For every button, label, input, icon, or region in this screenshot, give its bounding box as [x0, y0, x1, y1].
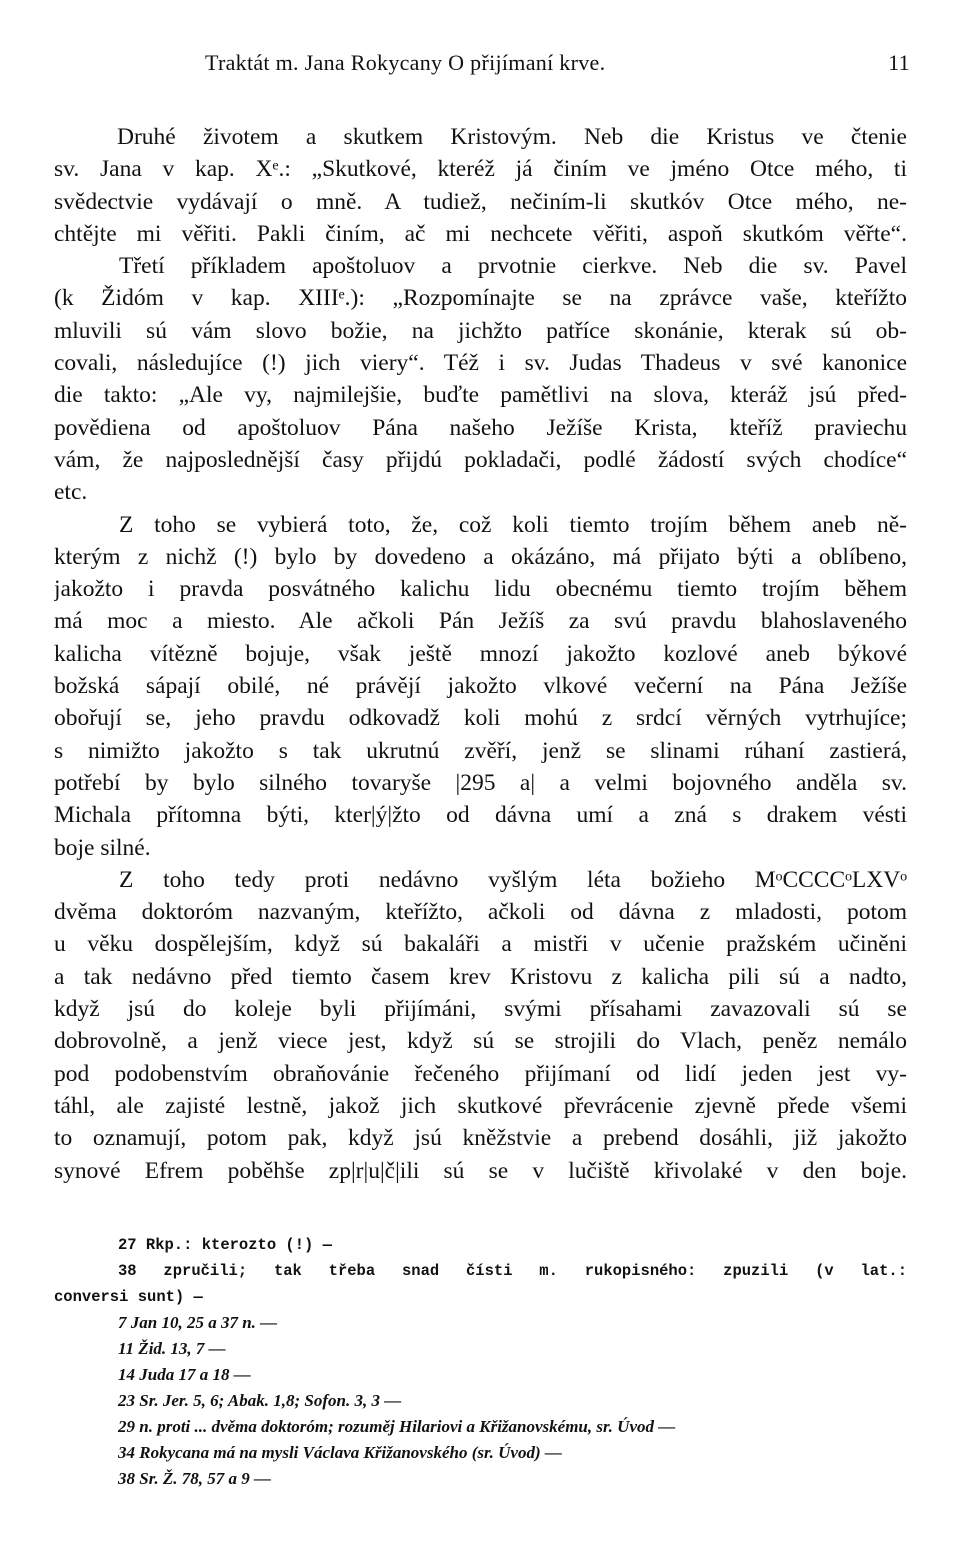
- text-line: a tak nedávno před tiemto časem krev Kristovu z kalicha pili sú a nadto,: [54, 963, 907, 990]
- footnote: 23 Sr. Jer. 5, 6; Abak. 1,8; Sofon. 3, 3 —: [118, 1391, 402, 1410]
- text-line: Michala přítomna býti, kter|ý|žto od dávna umí a zná s drakem vésti: [54, 802, 907, 829]
- text-line: Třetí příkladem apoštoluov a prvotnie cierkve. Neb die sv. Pavel: [119, 253, 907, 280]
- footnote: 27 Rkp.: kterozto (!) —: [118, 1236, 332, 1254]
- text-line: dobrovolně, a jenž viece jest, když sú se strojili do Vlach, peněz nemálo: [54, 1028, 907, 1055]
- footnote: 38 Sr. Ž. 78, 57 a 9 —: [118, 1469, 272, 1488]
- text-line: mluvili sú vám slovo božie, na jichžto patříce skonánie, kterak sú ob-: [54, 317, 907, 344]
- footnote: 29 n. proti ... dvěma doktoróm; rozuměj Hilariovi a Křižanovskému, sr. Úvod —: [118, 1417, 676, 1436]
- text-line: boje silné.: [54, 834, 151, 861]
- page-number: 11: [888, 50, 910, 75]
- text-line: sv. Jana v kap. Xᵉ.: „Skutkové, kteréž já činím ve jméno Otce mého, ti: [54, 156, 907, 183]
- text-line: s nimižto jakožto s tak ukrutnú zvěří, jenž se slinami rúhaní zastierá,: [54, 737, 907, 764]
- body-text: [54, 121, 907, 1187]
- text-line: pod podobenstvím obraňovánie řečeného přijímaní od lidí jeden jest vy-: [54, 1060, 907, 1087]
- text-line: obořují se, jeho pravdu odkovadž koli mohú z srdcí věrných vytrhujíce;: [54, 705, 907, 732]
- text-line: Z toho se vybierá toto, že, což koli tiemto trojím během aneb ně-: [119, 511, 907, 538]
- text-line: má moc a miesto. Ale ačkoli Pán Ježíš za svú pravdu blahoslaveného: [54, 608, 907, 635]
- text-line: dvěma doktoróm nazvaným, kteřížto, ačkoli od dávna z mladosti, potom: [54, 899, 907, 926]
- text-line: die takto: „Ale vy, najmilejšie, buďte pamětlivi na slova, kteráž jsú před-: [54, 382, 907, 409]
- footnote: conversi sunt) —: [54, 1288, 203, 1306]
- text-line: to oznamují, potom pak, když jsú kněžstvie a prebend dosáhli, již jakožto: [54, 1125, 907, 1152]
- text-line: jakožto i pravda posvátného kalichu lidu obecnému tiemto trojím během: [54, 576, 907, 603]
- footnotes: [54, 1232, 907, 1492]
- text-line: synové Efrem poběhše zp|r|u|č|ili sú se v lučiště křivolaké v den boje.: [54, 1157, 907, 1184]
- text-line: vám, že najposlednější časy přijdú pokladači, podlé žádostí svých chodíce“: [54, 446, 907, 473]
- text-line: covali, následujíce (!) jich viery“. Též i sv. Judas Thadeus v své kanonice: [54, 350, 907, 377]
- text-line: (k Židóm v kap. XIIIᵉ.): „Rozpomínajte se na zprávce vaše, kteřížto: [54, 285, 907, 312]
- footnote: 14 Juda 17 a 18 —: [118, 1365, 251, 1384]
- text-line: potřebí by bylo silného tovaryše |295 a| a velmi bojovného anděla sv.: [54, 769, 907, 796]
- footnote: 7 Jan 10, 25 a 37 n. —: [118, 1313, 278, 1332]
- text-line: božská sápají obilé, né právějí jakožto vlkové večerní na Pána Ježíše: [54, 673, 907, 700]
- text-line: kalicha vítězně bojuje, však ještě mnozí jakožto kozlové aneb býkové: [54, 640, 907, 667]
- text-line: kterým z nichž (!) bylo by dovedeno a okázáno, má přijato býti a oblíbeno,: [54, 543, 907, 570]
- text-line: chtějte mi věřiti. Pakli činím, ač mi nechcete věřiti, aspoň skutkóm věřte“.: [54, 220, 907, 247]
- text-line: u věku dospělejším, když sú bakaláři a mistři v učenie pražském učiněni: [54, 931, 907, 958]
- text-line: Druhé životem a skutkem Kristovým. Neb die Kristus ve čtenie: [117, 124, 907, 150]
- text-line: když jsú do koleje byli přijímáni, svými přísahami zavazovali sú se: [54, 996, 907, 1023]
- text-line: etc.: [54, 479, 88, 506]
- footnote: 38 zpručili; tak třeba snad čísti m. rukopisného: zpuzili (v lat.:: [118, 1262, 907, 1280]
- footnote: 11 Žid. 13, 7 —: [118, 1339, 226, 1358]
- header-title: Traktát m. Jana Rokycany O přijímaní krve.: [205, 50, 606, 75]
- text-line: svědectvie vydávají o mně. A tudiež, nečiním-li skutkóv Otce mého, ne-: [54, 188, 907, 215]
- text-line: táhl, ale zajisté lestně, jakož jich skutkové převrácenie zjevně přede všemi: [54, 1092, 907, 1119]
- text-line: povědiena od apoštoluov Pána našeho Ježíše Krista, kteříž praviechu: [54, 414, 907, 441]
- text-line: Z toho tedy proti nedávno vyšlým léta božieho MᵒCCCCᵒLXVᵒ: [119, 866, 907, 893]
- footnote: 34 Rokycana má na mysli Václava Křižanovského (sr. Úvod) —: [118, 1443, 562, 1462]
